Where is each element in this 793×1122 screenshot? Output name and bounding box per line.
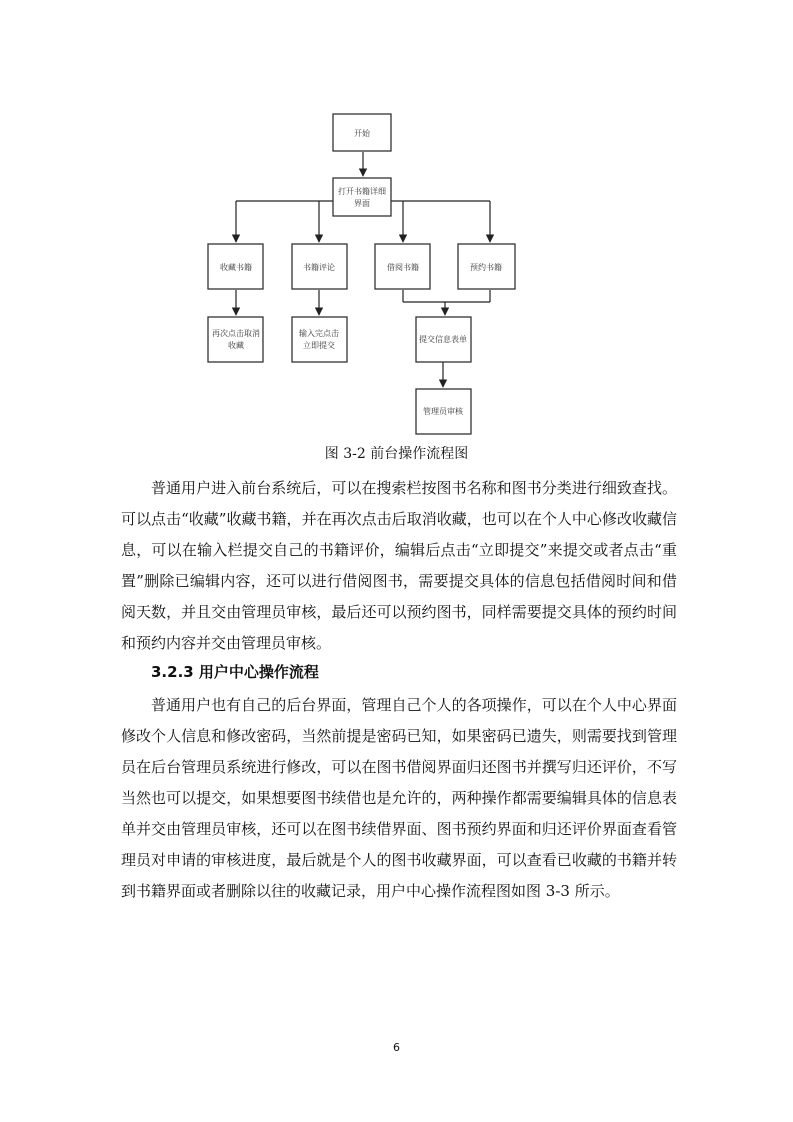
node-detail [333, 178, 391, 216]
node-cancel-label-1: 再次点击取消 [212, 329, 260, 338]
node-start-label: 开始 [354, 129, 370, 138]
node-submit-label-2: 立即提交 [303, 341, 335, 350]
node-reserve-label: 预约书籍 [470, 263, 502, 272]
node-collect-label: 收藏书籍 [220, 263, 252, 272]
node-detail-label-1: 打开书籍详细 [338, 187, 386, 196]
node-form-label: 提交信息表单 [419, 335, 467, 344]
node-submit [292, 317, 347, 362]
node-review-label: 书籍评论 [303, 263, 335, 272]
section-heading: 3.2.3 用户中心操作流程 [151, 663, 319, 681]
paragraph-user-center: 普通用户也有自己的后台界面，管理自己个人的各项操作，可以在个人中心界面修改个人信息和修改密码，当然前提是密码已知，如果密码已遗失，则需要找到管理员在后台管理员系统进行修改，可以在图书借阅界面归还图书并撰写归还评价，不写当然也可以提交，如果想要图书续借也是允许的，两种操作都需要编辑具体的信息表单并交由管理员审核，还可以在图书续借界面、图书预约界面和归还评价界面查看管理员对申请的审核进度，最后就是个人的图书收藏界面，可以查看已收藏的书籍并转到书籍界面或者删除以往的收藏记录，用户中心操作流程图如图 3-3 所示。 [121, 696, 677, 900]
node-cancel-label-2: 收藏 [228, 341, 244, 350]
node-detail-label-2: 界面 [354, 199, 370, 208]
flowchart-diagram [0, 0, 793, 440]
page-number: 6 [393, 1041, 400, 1054]
figure-caption: 图 3-2 前台操作流程图 [324, 446, 469, 462]
node-cancel [208, 317, 263, 362]
node-submit-label-1: 输入完点击 [299, 329, 339, 338]
node-borrow-label: 借阅书籍 [387, 263, 419, 272]
paragraph-frontend: 普通用户进入前台系统后，可以在搜索栏按图书名称和图书分类进行细致查找。可以点击“收藏”收藏书籍，并在再次点击后取消收藏，也可以在个人中心修改收藏信息，可以在输入栏提交自己的书籍评价，编辑后点击“立即提交”来提交或者点击“重置”删除已编辑内容，还可以进行借阅图书，需要提交具体的信息包括借阅时间和借阅天数，并且交由管理员审核，最后还可以预约图书，同样需要提交具体的预约时间和预约内容并交由管理员审核。 [121, 479, 677, 652]
node-audit-label: 管理员审核 [423, 407, 463, 416]
